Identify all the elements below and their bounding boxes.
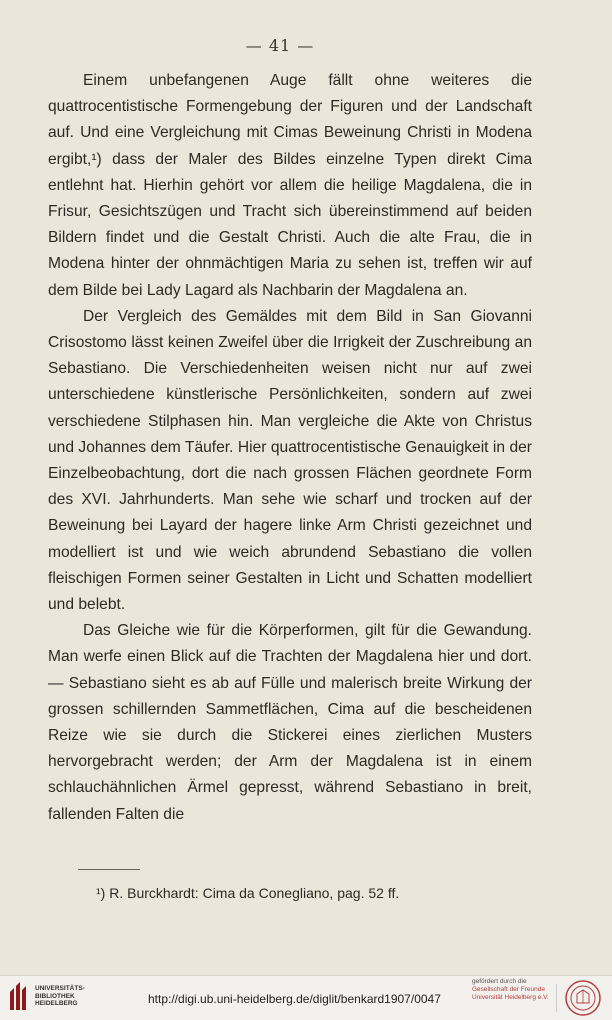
footnote-rule <box>78 869 140 870</box>
library-name: UNIVERSITÄTS- BIBLIOTHEK HEIDELBERG <box>35 985 85 1007</box>
paragraph-2: Der Vergleich des Gemäldes mit dem Bild in San Giovanni Crisostomo lässt keinen Zweifel über die Irrigkeit der Zuschreibung an Sebastiano. Die Verschiedenheiten weisen nicht nur auf zwei unterschiedene künstlerische Persönlichkeiten, sondern auf zwei verschiedene Stilphasen hin. Man vergleiche die Akte von Christus und Johannes dem Täufer. Hier quattrocentistische Genauigkeit in der Einzelbeobachtung, dort die nach grossen Flächen geordnete Form des XVI. Jahrhunderts. Man sehe wie scharf und trocken auf der Beweinung bei Layard der hagere linke Arm Christi gezeichnet und modelliert ist und wie weich abrundend Sebastiano die vollen fleischigen Formen seiner Gestalten in Licht und Schatten modelliert und belebt. <box>48 307 532 614</box>
paragraph-3: Das Gleiche wie für die Körperformen, gilt für die Gewandung. Man werfe einen Blick auf die Trachten der Magdalena hier und dort. — Sebastiano sieht es ab auf Fülle und malerisch breite Wirkung der grossen schillernden Sammetflächen, Cima auf die bescheidenen Reize wie sie durch die Stickerei eines zierlichen Musters hervorgebracht werden; der Arm der Magdalena ist in einem schlauchähnlichen Ärmel gepresst, während Sebastiano in breit, fallenden Falten die <box>48 622 532 823</box>
university-library-logo-icon <box>8 982 30 1012</box>
permalink-url[interactable]: http://digi.ub.uni-heidelberg.de/diglit/benkard1907/0047 <box>148 992 441 1006</box>
sponsor-credit: gefördert durch die Gesellschaft der Freunde Universität Heidelberg e.V. <box>472 978 549 1001</box>
page-number: — 41 — <box>245 36 315 55</box>
footer-divider <box>556 984 557 1012</box>
page-body <box>48 68 532 828</box>
university-seal-icon <box>563 979 603 1017</box>
viewer-footer <box>0 975 612 1020</box>
paragraph-1: Einem unbefangenen Auge fällt ohne weiteres die quattrocentistische Formengebung der Figuren und der Landschaft auf. Und eine Vergleichung mit Cimas Beweinung Christi in Modena ergibt,¹) dass der Maler des Bildes einzelne Typen direkt Cima entlehnt hat. Hierhin gehört vor allem die heilige Magdalena, die in Frisur, Gesichtszügen und Tracht sich übereinstimmend auf beiden Bildern findet und die Gestalt Christi. Auch die alte Frau, die in Modena hinter der ohnmächtigen Maria zu sehen ist, treffen wir auf dem Bilde bei Lady Lagard als Nachbarin der Magdalena an. <box>48 72 532 299</box>
footnote: ¹) R. Burckhardt: Cima da Conegliano, pag. 52 ff. <box>96 885 400 901</box>
